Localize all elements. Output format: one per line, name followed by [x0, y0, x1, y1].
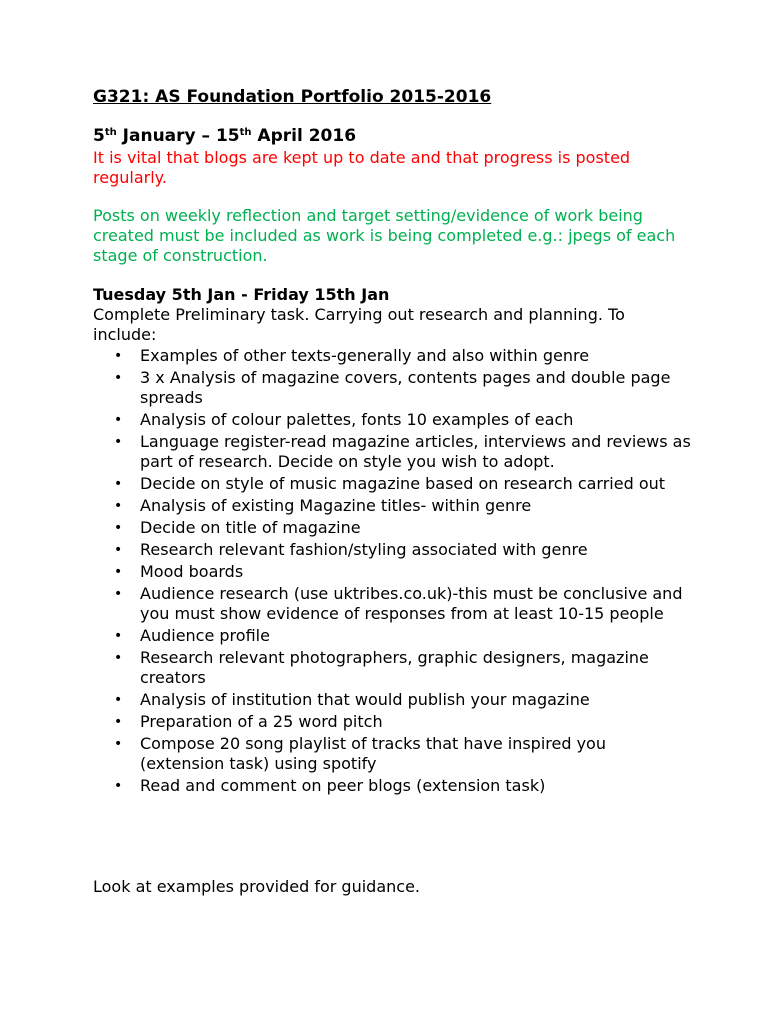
task-text: Analysis of existing Magazine titles- within genre [140, 496, 532, 515]
task-text: Mood boards [140, 562, 244, 581]
list-item [93, 626, 693, 646]
task-text: Preparation of a 25 word pitch [140, 712, 383, 731]
list-item [93, 346, 693, 366]
start-day: 5 [93, 126, 105, 146]
list-item [93, 496, 693, 516]
list-item [93, 776, 693, 796]
list-item [93, 474, 693, 494]
task-text: Examples of other texts-generally and also within genre [140, 346, 590, 365]
bullet-icon: • [114, 628, 123, 644]
task-text: Compose 20 song playlist of tracks that have inspired you (extension task) using spotify [140, 734, 606, 773]
list-item [93, 690, 693, 710]
list-item [93, 562, 693, 582]
week-heading: Tuesday 5th Jan - Friday 15th Jan [93, 285, 390, 304]
bullet-icon: • [114, 434, 123, 450]
task-text: Analysis of institution that would publish your magazine [140, 690, 590, 709]
list-item [93, 648, 693, 688]
task-list [93, 346, 693, 798]
list-item [93, 712, 693, 732]
list-item [93, 584, 693, 624]
list-item [93, 518, 693, 538]
bullet-icon: • [114, 348, 123, 364]
bullet-icon: • [114, 498, 123, 514]
bullet-icon: • [114, 736, 123, 752]
task-text: Audience profile [140, 626, 270, 645]
list-item [93, 432, 693, 472]
date-range [93, 126, 356, 146]
bullet-icon: • [114, 586, 123, 602]
posts-notice: Posts on weekly reflection and target setting/evidence of work being created must be included as work is being completed e.g.: jpegs of each stage of construction. [93, 206, 676, 265]
footer-note: Look at examples provided for guidance. [93, 877, 420, 896]
bullet-icon: • [114, 692, 123, 708]
start-month: January – 15 [116, 126, 240, 146]
bullet-icon: • [114, 520, 123, 536]
start-day-suffix: th [104, 127, 117, 138]
bullet-icon: • [114, 564, 123, 580]
task-text: 3 x Analysis of magazine covers, contents pages and double page spreads [140, 368, 671, 407]
task-text: Audience research (use uktribes.co.uk)-this must be conclusive and you must show evidence of responses from at least 10-15 people [140, 584, 683, 623]
end-date-rest: April 2016 [251, 126, 357, 146]
bullet-icon: • [114, 714, 123, 730]
bullet-icon: • [114, 542, 123, 558]
blog-notice: It is vital that blogs are kept up to date and that progress is posted regularly. [93, 148, 631, 187]
task-text: Research relevant fashion/styling associated with genre [140, 540, 588, 559]
list-item [93, 540, 693, 560]
task-text: Analysis of colour palettes, fonts 10 examples of each [140, 410, 574, 429]
list-item [93, 410, 693, 430]
task-text: Read and comment on peer blogs (extension task) [140, 776, 546, 795]
bullet-icon: • [114, 412, 123, 428]
bullet-icon: • [114, 778, 123, 794]
task-text: Decide on title of magazine [140, 518, 361, 537]
bullet-icon: • [114, 370, 123, 386]
task-text: Language register-read magazine articles, interviews and reviews as part of research. Decide on style you wish to adopt. [140, 432, 691, 471]
list-item [93, 734, 693, 774]
document-title: G321: AS Foundation Portfolio 2015-2016 [93, 87, 492, 107]
bullet-icon: • [114, 476, 123, 492]
bullet-icon: • [114, 650, 123, 666]
list-item [93, 368, 693, 408]
task-text: Decide on style of music magazine based on research carried out [140, 474, 666, 493]
end-day-suffix: th [239, 127, 252, 138]
task-text: Research relevant photographers, graphic designers, magazine creators [140, 648, 649, 687]
task-intro: Complete Preliminary task. Carrying out research and planning. To include: [93, 305, 625, 344]
